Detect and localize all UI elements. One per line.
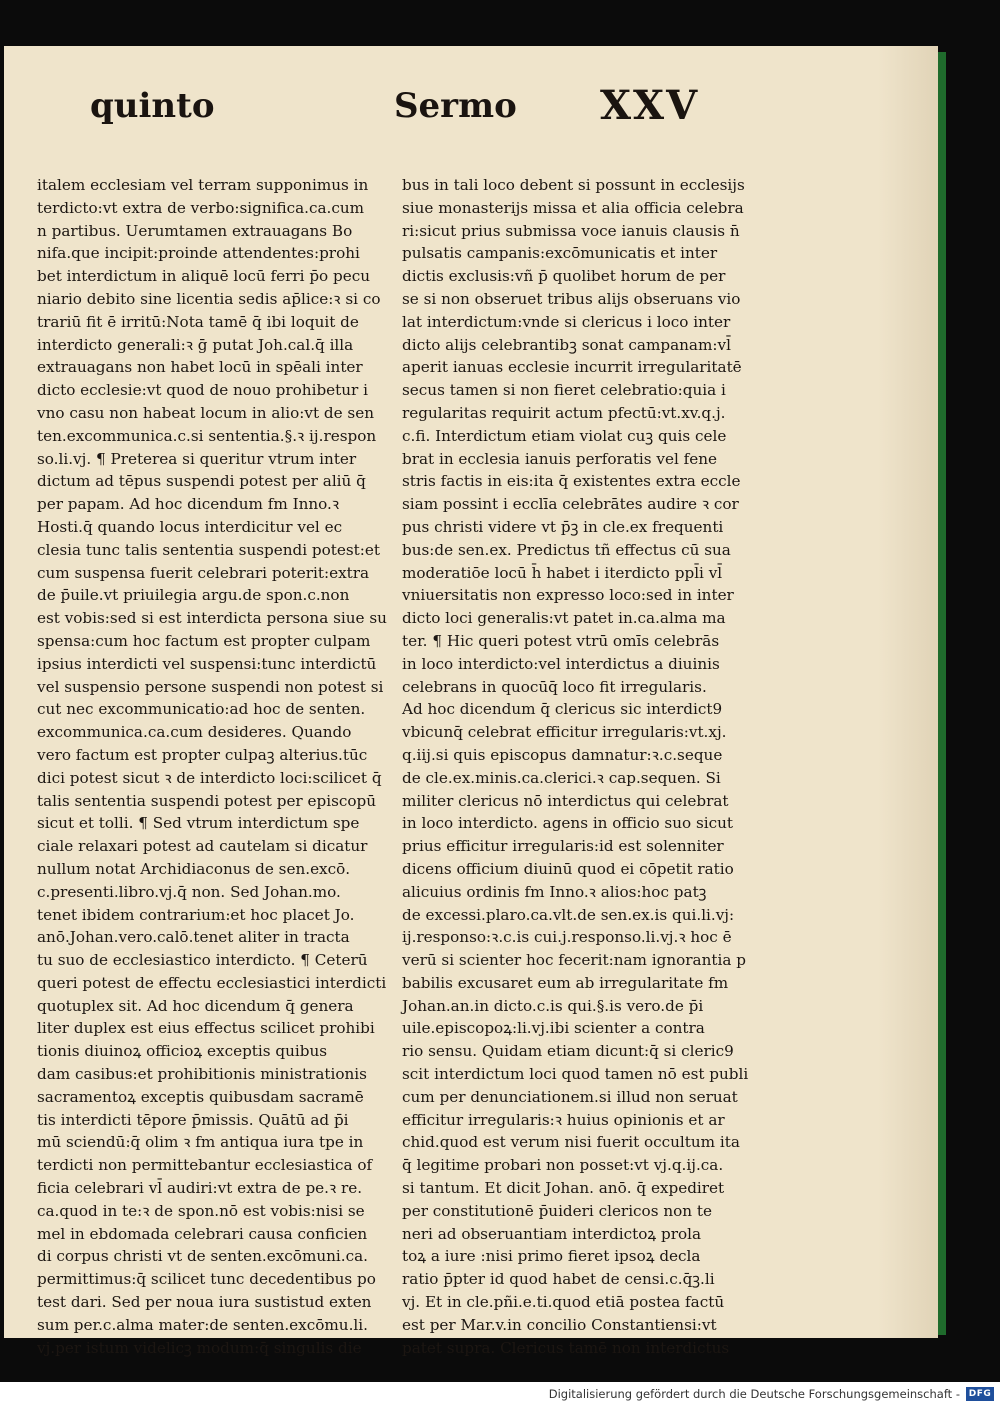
text-line: prius efficitur irregularis:id est solenniter xyxy=(402,837,724,856)
text-line: ten.excommunica.c.si sententia.§.ꝛ ij.respon xyxy=(37,426,377,445)
text-line: extrauagans non habet locū in spēali inter xyxy=(37,358,363,377)
text-line: per constitutionē p̄uideri clericos non te xyxy=(402,1201,712,1220)
text-line: celebrans in quocūq̄ loco fit irregularis. xyxy=(402,677,707,696)
text-line: bus:de sen.ex. Predictus tñ effectus cū sua xyxy=(402,540,731,559)
running-header xyxy=(4,82,938,142)
text-line: efficitur irregularis:ꝛ huius opinionis et ar xyxy=(402,1110,725,1129)
text-line: test dari. Sed per noua iura sustistud exten xyxy=(37,1293,372,1312)
text-line: n partibus. Uerumtamen extrauagans Bo xyxy=(37,221,353,240)
left-text-column xyxy=(37,174,397,1359)
text-line: bus in tali loco debent si possunt in ecclesijs xyxy=(402,176,745,194)
text-line: in loco interdicto:vel interdictus a diuinis xyxy=(402,654,720,673)
text-line: dam casibus:et prohibitionis ministrationis xyxy=(37,1065,367,1084)
text-line: de cle.ex.minis.ca.clerici.ꝛ cap.sequen. Si xyxy=(402,768,721,787)
text-line: sicut et tolli. ¶ Sed vtrum interdictum spe xyxy=(37,814,360,833)
text-line: q̄ legitime probari non posset:vt vj.q.ij.ca. xyxy=(402,1156,724,1175)
text-line: anō.Johan.vero.calō.tenet aliter in tracta xyxy=(37,928,350,947)
text-line: ca.quod in te:ꝛ de spon.nō est vobis:nisi se xyxy=(37,1201,365,1220)
text-line: ipsius interdicti vel suspensi:tunc interdictū xyxy=(37,654,377,673)
text-line: regularitas requirit actum pfectū:vt.xv.q.j. xyxy=(402,403,726,422)
text-line: si tantum. Et dicit Johan. anō. q̄ expediret xyxy=(402,1179,725,1198)
text-line: niario debito sine licentia sedis ap̄lice:ꝛ si co xyxy=(37,289,381,308)
text-line: siam possint i ecclīa celebrātes audire ꝛ cor xyxy=(402,495,739,514)
text-line: talis sententia suspendi potest per episcopū xyxy=(37,791,377,810)
text-line: ciale relaxari potest ad cautelam si dicatur xyxy=(37,837,368,856)
text-line: dicens officium diuinū quod ei cōpetit ratio xyxy=(402,859,734,878)
text-line: stris factis in eis:ita q̄ existentes extra eccle xyxy=(402,472,741,491)
text-line: italem ecclesiam vel terram supponimus in xyxy=(37,176,369,194)
text-line: nullum notat Archidiaconus de sen.excō. xyxy=(37,859,351,878)
text-line: c.presenti.libro.vj.q̄ non. Sed Johan.mo. xyxy=(37,882,341,901)
text-line: tenet ibidem contrarium:et hoc placet Jo. xyxy=(37,905,355,924)
text-line: verū si scienter hoc fecerit:nam ignorantia p xyxy=(402,951,746,970)
text-line: babilis excusaret eum ab irregularitate fm xyxy=(402,973,729,992)
text-line: ter. ¶ Hic queri potest vtrū omīs celebrās xyxy=(402,631,720,650)
text-line: vno casu non habeat locum in alio:vt de sen xyxy=(37,403,374,422)
text-line: toꝝ a iure :nisi primo fieret ipsoꝝ decla xyxy=(402,1247,701,1266)
footer-bar xyxy=(0,1382,1000,1407)
funding-notice: Digitalisierung gefördert durch die Deutsche Forschungsgemeinschaft - xyxy=(548,1387,960,1401)
text-line: cut nec excommunicatio:ad hoc de senten. xyxy=(37,700,366,719)
text-line: nifa.que incipit:proinde attendentes:prohi xyxy=(37,244,360,263)
text-line: pus christi videre vt p̄ꝫ in cle.ex frequenti xyxy=(402,517,724,536)
text-line: interdicto generali:ꝛ ḡ putat Joh.cal.q̄ illa xyxy=(37,335,354,354)
text-line: dicto loci generalis:vt patet in.ca.alma ma xyxy=(402,609,726,628)
text-line: vero factum est propter culpaꝫ alterius.tūc xyxy=(37,745,368,764)
text-line: di corpus christi vt de senten.excōmuni.ca. xyxy=(37,1247,368,1266)
text-line: per papam. Ad hoc dicendum fm Inno.ꝛ xyxy=(37,495,340,514)
text-line: vj. Et in cle.pñi.e.ti.quod etiā postea factū xyxy=(402,1293,725,1312)
text-line: tis interdicti tēpore p̄missis. Quātū ad p̄i xyxy=(37,1110,349,1129)
binding-edge xyxy=(938,52,946,1335)
text-line: vbicunq̄ celebrat efficitur irregularis:vt.xj. xyxy=(402,723,727,742)
text-line: ij.responso:ꝛ.c.is cui.j.responso.li.vj.ꝛ hoc ē xyxy=(402,928,732,947)
text-line: vniuersitatis non expresso loco:sed in inter xyxy=(402,586,734,605)
text-line: spensa:cum hoc factum est propter culpam xyxy=(37,631,371,650)
text-line: so.li.vj. ¶ Preterea si queritur vtrum inter xyxy=(37,449,357,468)
text-line: uile.episcopoꝝ:li.vj.ibi scienter a contra xyxy=(402,1019,705,1038)
text-line: vj.per istum videlicꝫ modum:q̄ singulis die xyxy=(37,1338,362,1357)
page-shadow xyxy=(878,46,938,1338)
text-line: terdicto:vt extra de verbo:significa.ca.cum xyxy=(37,198,365,217)
text-line: lat interdictum:vnde si clericus i loco inter xyxy=(402,312,731,331)
text-line: permittimus:q̄ scilicet tunc decedentibus po xyxy=(37,1270,376,1289)
text-line: c.fi. Interdictum etiam violat cuꝫ quis cele xyxy=(402,426,727,445)
text-line: brat in ecclesia ianuis perforatis vel fene xyxy=(402,449,718,468)
text-line: est per Mar.v.in concilio Constantiensi:vt xyxy=(402,1315,717,1334)
text-line: secus tamen si non fieret celebratio:quia i xyxy=(402,381,726,400)
text-line: ficia celebrari vl̄ audiri:vt extra de pe.ꝛ re. xyxy=(37,1179,363,1198)
text-line: Hosti.q̄ quando locus interdicitur vel ec xyxy=(37,517,343,536)
text-line: excommunica.ca.cum desideres. Quando xyxy=(37,723,352,742)
text-line: scit interdictum loci quod tamen nō est publi xyxy=(402,1065,749,1084)
text-line: chid.quod est verum nisi fuerit occultum ita xyxy=(402,1133,740,1152)
text-line: dictis exclusis:vñ p̄ quolibet horum de per xyxy=(402,267,726,286)
text-line: Johan.an.in dicto.c.is qui.§.is vero.de p̄i xyxy=(402,996,704,1015)
text-line: ri:sicut prius submissa voce ianuis clausis n̄ xyxy=(402,221,740,240)
text-line: q.iij.si quis episcopus damnatur:ꝛ.c.seque xyxy=(402,745,723,764)
text-line: mū sciendū:q̄ olim ꝛ fm antiqua iura tpe in xyxy=(37,1133,364,1152)
text-line: militer clericus nō interdictus qui celebrat xyxy=(402,791,729,810)
text-line: dicto alijs celebrantibꝫ sonat campanam:vl̄ xyxy=(402,335,731,354)
text-line: tu suo de ecclesiastico interdicto. ¶ Ceterū xyxy=(37,951,368,970)
text-line: dictum ad tēpus suspendi potest per aliū q̄ xyxy=(37,472,366,491)
text-line: trariū fit ē irritū:Nota tamē q̄ ibi loquit de xyxy=(37,312,359,331)
text-line: dicto ecclesie:vt quod de nouo prohibetur i xyxy=(37,381,368,400)
text-line: moderatiōe locū h̄ habet i iterdicto ppl̄i vl̄ xyxy=(402,563,723,582)
text-line: alicuius ordinis fm Inno.ꝛ alios:hoc patꝫ xyxy=(402,882,707,901)
text-line: clesia tunc talis sententia suspendi potest:et xyxy=(37,540,380,559)
text-line: Ad hoc dicendum q̄ clericus sic interdict9 xyxy=(402,700,723,719)
header-folio-number: XXV xyxy=(600,82,700,129)
text-line: sacramentoꝝ exceptis quibusdam sacramē xyxy=(37,1087,364,1106)
text-line: cum per denunciationem.si illud non seruat xyxy=(402,1087,738,1106)
header-middle: Sermo xyxy=(394,86,517,126)
text-line: pulsatis campanis:excōmunicatis et inter xyxy=(402,244,718,263)
text-line: vel suspensio persone suspendi non potest si xyxy=(37,677,384,696)
text-line: de excessi.plaro.ca.vlt.de sen.ex.is qui.li.vj: xyxy=(402,905,735,924)
text-line: ratio p̄pter id quod habet de censi.c.q̄ꝫ.li xyxy=(402,1270,715,1289)
text-line: cum suspensa fuerit celebrari poterit:extra xyxy=(37,563,370,582)
text-line: est vobis:sed si est interdicta persona siue su xyxy=(37,609,387,628)
text-line: sum per.c.alma mater:de senten.excōmu.li. xyxy=(37,1315,368,1334)
text-line: dici potest sicut ꝛ de interdicto loci:scilicet q̄ xyxy=(37,768,382,787)
text-line: neri ad obseruantiam interdictoꝝ prola xyxy=(402,1224,702,1243)
text-line: quotuplex sit. Ad hoc dicendum q̄ genera xyxy=(37,996,354,1015)
dfg-logo: DFG xyxy=(966,1387,994,1401)
text-line: rio sensu. Quidam etiam dicunt:q̄ si cleric9 xyxy=(402,1042,734,1061)
text-line: terdicti non permittebantur ecclesiastica of xyxy=(37,1156,373,1175)
text-line: de p̄uile.vt priuilegia argu.de spon.c.non xyxy=(37,586,350,605)
text-line: liter duplex est eius effectus scilicet prohibi xyxy=(37,1019,375,1038)
text-line: se si non obseruet tribus alijs obseruans vio xyxy=(402,289,741,308)
book-page xyxy=(4,46,938,1357)
text-line: in loco interdicto. agens in officio suo sicut xyxy=(402,814,734,833)
text-line: aperit ianuas ecclesie incurrit irregularitatē xyxy=(402,358,742,377)
text-line: tionis diuinoꝝ officioꝝ exceptis quibus xyxy=(37,1042,328,1061)
text-line: queri potest de effectu ecclesiastici interdicti xyxy=(37,973,387,992)
header-left: quinto xyxy=(90,86,215,126)
text-line: bet interdictum in aliquē locū ferri p̄o pecu xyxy=(37,267,371,286)
right-text-column xyxy=(402,174,770,1359)
text-line: siue monasterijs missa et alia officia celebra xyxy=(402,198,744,217)
text-line: patet supra. Clericus tamē non interdictus xyxy=(402,1338,730,1357)
text-line: mel in ebdomada celebrari causa conficien xyxy=(37,1224,368,1243)
